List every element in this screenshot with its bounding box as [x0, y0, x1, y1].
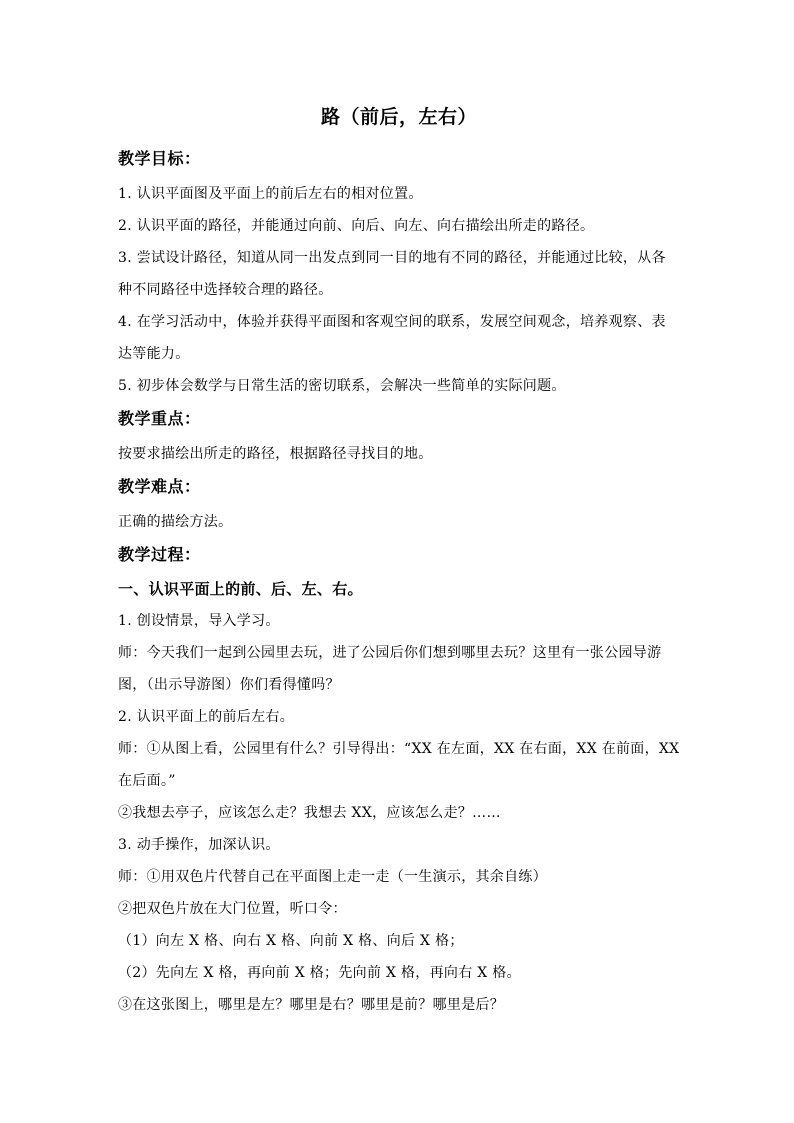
process-line: 师：①从图上看，公园里有什么？引导得出：“XX 在左面，XX 在右面，XX 在前面，XX 在后面。” — [118, 741, 680, 789]
process-line: ③在这张图上，哪里是左？哪里是右？哪里是前？哪里是后？ — [118, 997, 505, 1013]
process-line: 3. 动手操作，加深认识。 — [118, 837, 280, 853]
process-line: 师：今天我们一起到公园里去玩，进了公园后你们想到哪里去玩？这里有一张公园导游图，（出示导游图）你们看得懂吗？ — [118, 645, 662, 693]
process-line: （2）先向左 X 格，再向前 X 格；先向前 X 格，再向右 X 格。 — [118, 965, 521, 981]
objective-item: 3. 尝试设计路径，知道从同一出发点到同一目的地有不同的路径，并能通过比较，从各种不同路径中选择较合理的路径。 — [118, 250, 666, 298]
process-line: （1）向左 X 格、向右 X 格、向前 X 格、向后 X 格； — [118, 933, 464, 949]
objective-item: 5. 初步体会数学与日常生活的密切联系，会解决一些简单的实际问题。 — [118, 378, 566, 394]
objective-item: 1. 认识平面图及平面上的前后左右的相对位置。 — [118, 186, 423, 202]
process-line: ②把双色片放在大门位置，听口令： — [118, 901, 347, 917]
process-line: ②我想去亭子，应该怎么走？我想去 XX，应该怎么走？…… — [118, 805, 501, 821]
objective-item: 4. 在学习活动中，体验并获得平面图和客观空间的联系，发展空间观念，培养观察、表达等能力。 — [118, 314, 666, 362]
process-line: 1. 创设情景，导入学习。 — [118, 613, 280, 629]
objective-item: 2. 认识平面的路径，并能通过向前、向后、向左、向右描绘出所走的路径。 — [118, 218, 595, 234]
key-points-heading: 教学重点： — [118, 409, 201, 428]
difficulties-text: 正确的描绘方法。 — [118, 514, 233, 530]
process-line: 师：①用双色片代替自己在平面图上走一走（一生演示，其余自练） — [118, 869, 547, 885]
difficulties-heading: 教学难点： — [118, 477, 201, 496]
document-content — [118, 100, 680, 1021]
objectives-heading: 教学目标： — [118, 149, 201, 168]
process-heading: 教学过程： — [118, 545, 201, 564]
process-part1-heading: 一、认识平面上的前、后、左、右。 — [118, 580, 363, 598]
document-title: 路（前后，左右） — [320, 106, 477, 128]
key-points-text: 按要求描绘出所走的路径，根据路径寻找目的地。 — [118, 446, 433, 462]
process-line: 2. 认识平面上的前后左右。 — [118, 709, 295, 725]
